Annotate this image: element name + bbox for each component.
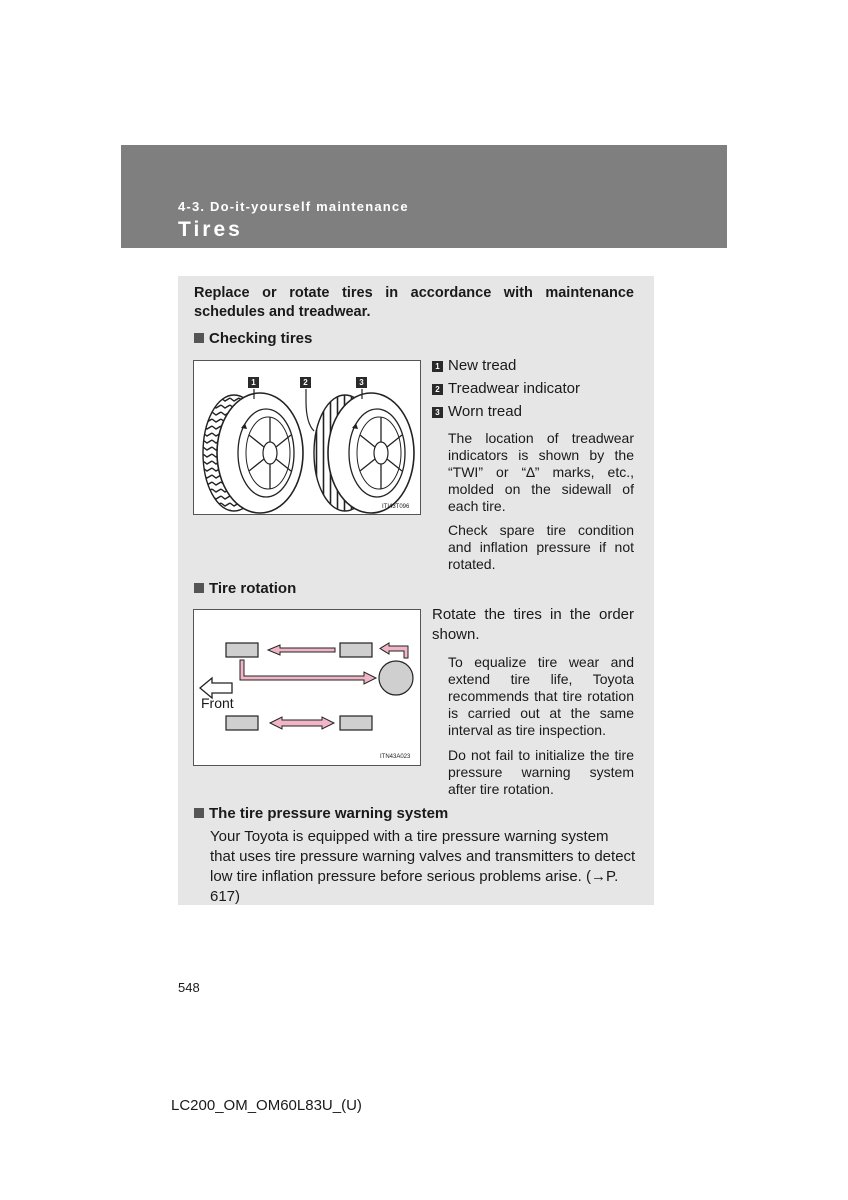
legend-item: 2 Treadwear indicator xyxy=(432,379,642,402)
rotation-interval-note: To equalize tire wear and extend tire life, Toyota recommends that tire rotation is carried out at the same interval as tire inspection. xyxy=(448,654,634,738)
document-code: LC200_OM_OM60L83U_(U) xyxy=(171,1097,362,1114)
page-title: Tires xyxy=(178,218,243,241)
figure-code: ITI43T096 xyxy=(382,504,410,510)
checking-tires-heading: Checking tires xyxy=(194,330,312,347)
tread-legend xyxy=(432,356,642,425)
tpws-text: Your Toyota is equipped with a tire pressure warning system that uses tire pressure warning valves and transmitters to detect low tire inflation pressure before serious problems arise. (→P. 617) xyxy=(210,828,636,905)
spare-tire-note: Check spare tire condition and inflation pressure if not rotated. xyxy=(448,522,634,572)
legend-item: 3 Worn tread xyxy=(432,402,642,425)
square-bullet-icon xyxy=(194,333,204,343)
tpws-reset-note: Do not fail to initialize the tire pressure warning system after tire rotation. xyxy=(448,747,634,797)
treadwear-note: The location of treadwear indicators is shown by the “TWI” or “∆” marks, etc., molded on the sidewall of each tire. xyxy=(448,430,634,514)
callout-1: 1 xyxy=(248,377,259,388)
tire-tread-figure xyxy=(193,360,421,515)
content-panel xyxy=(178,276,654,905)
square-bullet-icon xyxy=(194,808,204,818)
chapter-header xyxy=(121,145,727,248)
tpws-heading: The tire pressure warning system xyxy=(194,805,448,822)
tire-rotation-heading: Tire rotation xyxy=(194,580,296,597)
rotation-diagram xyxy=(194,610,420,765)
rotation-text: Rotate the tires in the order shown. xyxy=(432,606,634,643)
callout-2: 2 xyxy=(300,377,311,388)
page-number: 548 xyxy=(178,980,200,995)
callout-3: 3 xyxy=(356,377,367,388)
legend-item: 1 New tread xyxy=(432,356,642,379)
square-bullet-icon xyxy=(194,583,204,593)
front-label: Front xyxy=(201,695,234,711)
tire-rotation-figure xyxy=(193,609,421,766)
section-title: 4-3. Do-it-yourself maintenance xyxy=(178,199,409,214)
figure-code: ITN43A023 xyxy=(380,754,411,760)
intro-text: Replace or rotate tires in accordance with maintenance schedules and treadwear. xyxy=(194,285,634,320)
